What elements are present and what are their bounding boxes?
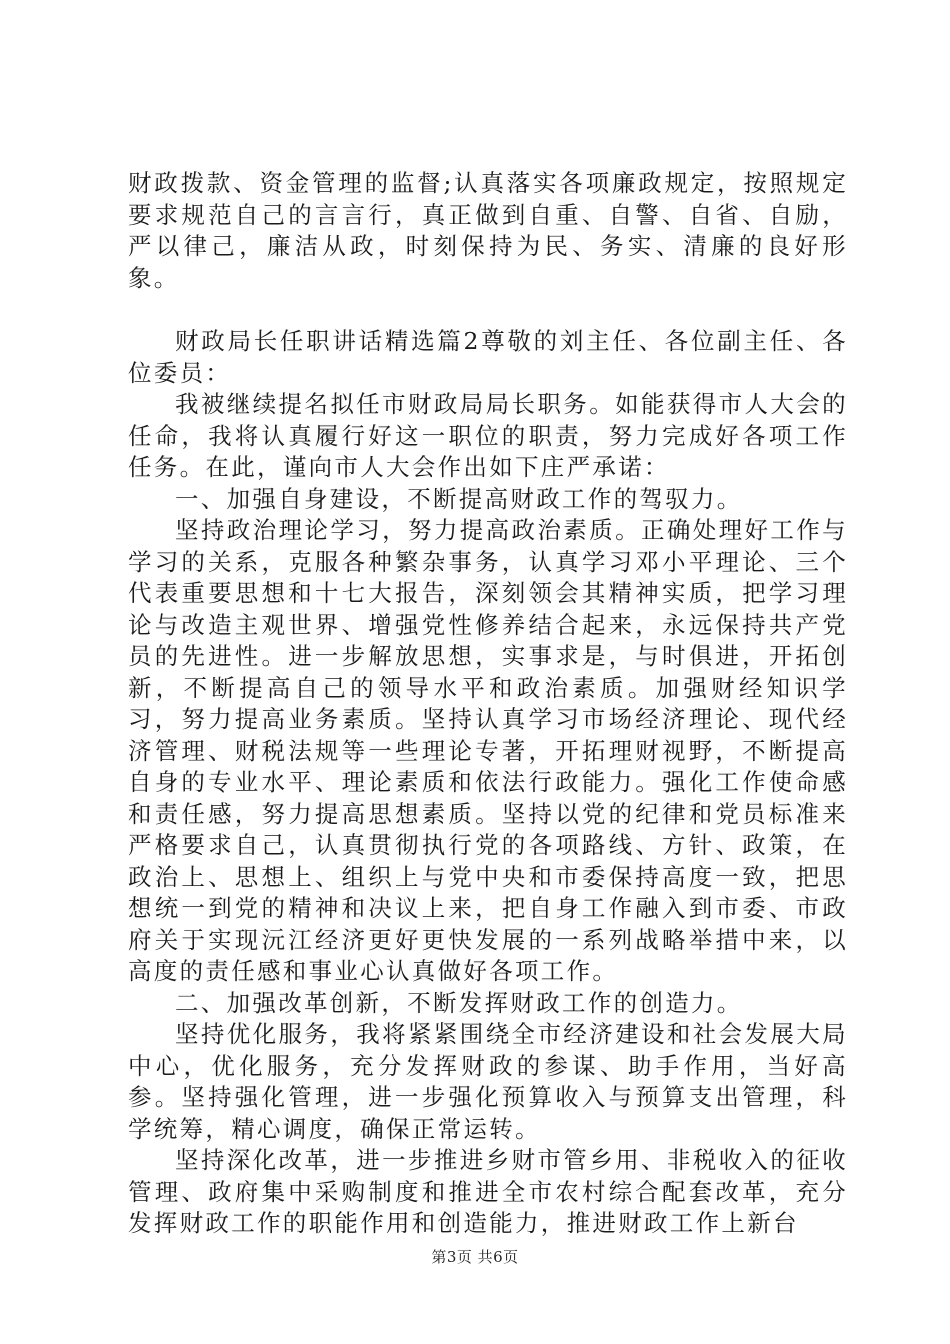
paragraph-gap [128,294,848,326]
paragraph-deepen-reform: 坚持深化改革，进一步推进乡财市管乡用、非税收入的征收管理、政府集中采购制度和推进全市农村综合配套改革，充分发挥财政工作的职能作用和创造能力，推进财政工作上新台 [128,1146,848,1237]
document-body [128,168,848,1240]
paragraph-self-building: 坚持政治理论学习，努力提高政治素质。正确处理好工作与学习的关系，克服各种繁杂事务，认真学习邓小平理论、三个代表重要思想和十七大报告，深刻领会其精神实质，把学习理论与改造主观世界、增强党性修养结合起来，永远保持共产党员的先进性。进一步解放思想，实事求是，与时俱进，开拓创新，不断提高自己的领导水平和政治素质。加强财经知识学习，努力提高业务素质。坚持认真学习市场经济理论、现代经济管理、财税法规等一些理论专著，开拓理财视野，不断提高自身的专业水平、理论素质和依法行政能力。强化工作使命感和责任感，努力提高思想素质。坚持以党的纪律和党员标准来严格要求自己，认真贯彻执行党的各项路线、方针、政策，在政治上、思想上、组织上与党中央和市委保持高度一致，把思想统一到党的精神和决议上来，把自身工作融入到市委、市政府关于实现沅江经济更好更快发展的一系列战略举措中来，以高度的责任感和事业心认真做好各项工作。 [128,516,848,985]
paragraph-optimize-service: 坚持优化服务，我将紧紧围绕全市经济建设和社会发展大局中心，优化服务，充分发挥财政的参谋、助手作用，当好高参。坚持强化管理，进一步强化预算收入与预算支出管理，科学统筹，精心调度，确保正常运转。 [128,1020,848,1143]
paragraph-continuation: 财政拨款、资金管理的监督;认真落实各项廉政规定，按照规定要求规范自己的言言行，真正做到自重、自警、自省、自励，严以律己，廉洁从政，时刻保持为民、务实、清廉的良好形象。 [128,169,848,292]
paragraph-nomination: 我被继续提名拟任市财政局局长职务。如能获得市人大会的任命，我将认真履行好这一职位的职责，努力完成好各项工作任务。在此，谨向市人大会作出如下庄严承诺： [128,390,848,481]
paragraph-title-greeting: 财政局长任职讲话精选篇2尊敬的刘主任、各位副主任、各位委员： [128,327,848,387]
page-number-footer: 第3页 共6页 [431,1248,519,1266]
section-heading-2: 二、加强改革创新，不断发挥财政工作的创造力。 [175,988,743,1017]
section-heading-1: 一、加强自身建设，不断提高财政工作的驾驭力。 [175,484,743,513]
